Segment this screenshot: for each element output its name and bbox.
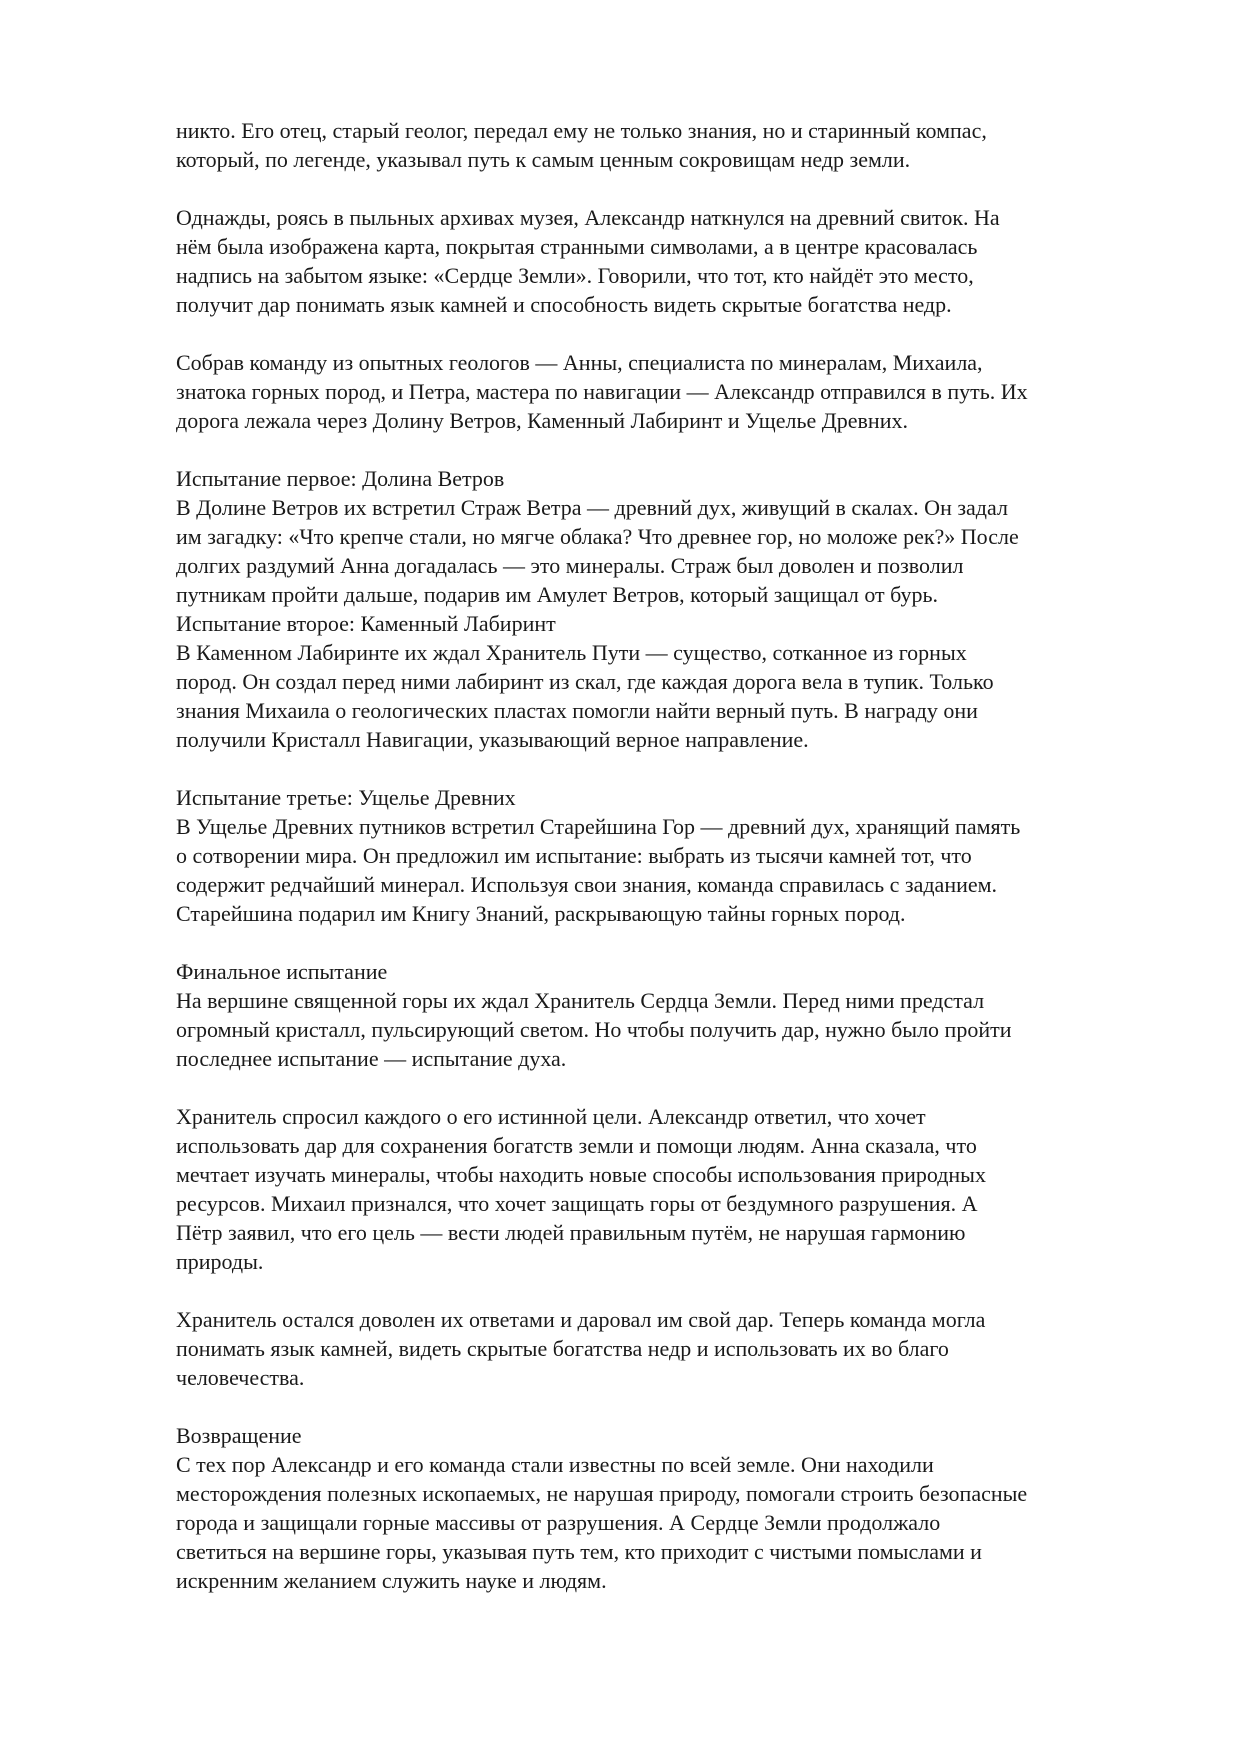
text-line: В Каменном Лабиринте их ждал Хранитель Пути — существо, сотканное из горных — [176, 640, 967, 665]
paragraph-goals — [176, 1102, 1176, 1276]
text-line: путникам пройти дальше, подарив им Амулет Ветров, который защищал от бурь. — [176, 582, 939, 607]
section-final-trial — [176, 957, 1176, 1073]
text-line: содержит редчайший минерал. Используя свои знания, команда справилась с заданием. — [176, 872, 998, 897]
text-line: Старейшина подарил им Книгу Знаний, раскрывающую тайны горных пород. — [176, 901, 906, 926]
text-line: получили Кристалл Навигации, указывающий верное направление. — [176, 727, 809, 752]
text-line: последнее испытание — испытание духа. — [176, 1046, 567, 1071]
text-line: светиться на вершине горы, указывая путь тем, кто приходит с чистыми помыслами и — [176, 1539, 982, 1564]
text-line: использовать дар для сохранения богатств земли и помощи людям. Анна сказала, что — [176, 1133, 977, 1158]
paragraph-intro-continuation — [176, 116, 1176, 174]
section-return — [176, 1421, 1176, 1595]
text-line: Собрав команду из опытных геологов — Анны, специалиста по минералам, Михаила, — [176, 350, 983, 375]
section-trial-three — [176, 783, 1176, 928]
text-line: пород. Он создал перед ними лабиринт из скал, где каждая дорога вела в тупик. Только — [176, 669, 994, 694]
section-heading: Испытание второе: Каменный Лабиринт — [176, 611, 556, 636]
text-line: Хранитель спросил каждого о его истинной цели. Александр ответил, что хочет — [176, 1104, 926, 1129]
text-line: знания Михаила о геологических пластах помогли найти верный путь. В награду они — [176, 698, 978, 723]
section-trials-one-two — [176, 464, 1176, 754]
text-line: Хранитель остался доволен их ответами и даровал им свой дар. Теперь команда могла — [176, 1307, 986, 1332]
text-line: человечества. — [176, 1365, 305, 1390]
paragraph-ancient-scroll — [176, 203, 1176, 319]
section-heading: Финальное испытание — [176, 959, 388, 984]
text-line: нём была изображена карта, покрытая странными символами, а в центре красовалась — [176, 234, 978, 259]
text-line: города и защищали горные массивы от разрушения. А Сердце Земли продолжало — [176, 1510, 941, 1535]
text-line: ресурсов. Михаил признался, что хочет защищать горы от бездумного разрушения. А — [176, 1191, 978, 1216]
text-line: огромный кристалл, пульсирующий светом. Но чтобы получить дар, нужно было пройти — [176, 1017, 1012, 1042]
document-page — [176, 116, 1176, 1595]
text-line: В Долине Ветров их встретил Страж Ветра — древний дух, живущий в скалах. Он задал — [176, 495, 1008, 520]
text-line: получит дар понимать язык камней и способность видеть скрытые богатства недр. — [176, 292, 952, 317]
text-line: С тех пор Александр и его команда стали известны по всей земле. Они находили — [176, 1452, 934, 1477]
text-line: Однажды, роясь в пыльных архивах музея, Александр наткнулся на древний свиток. На — [176, 205, 1000, 230]
text-line: надпись на забытом языке: «Сердце Земли». Говорили, что тот, кто найдёт это место, — [176, 263, 974, 288]
section-heading: Возвращение — [176, 1423, 302, 1448]
text-line: природы. — [176, 1249, 264, 1274]
text-line: Пётр заявил, что его цель — вести людей правильным путём, не нарушая гармонию — [176, 1220, 966, 1245]
text-line: долгих раздумий Анна догадалась — это минералы. Страж был доволен и позволил — [176, 553, 964, 578]
text-line: искренним желанием служить науке и людям. — [176, 1568, 607, 1593]
text-line: никто. Его отец, старый геолог, передал ему не только знания, но и старинный компас, — [176, 118, 987, 143]
text-line: знатока горных пород, и Петра, мастера по навигации — Александр отправился в путь. Их — [176, 379, 1028, 404]
text-line: дорога лежала через Долину Ветров, Каменный Лабиринт и Ущелье Древних. — [176, 408, 908, 433]
paragraph-gift — [176, 1305, 1176, 1392]
text-line: месторождения полезных ископаемых, не нарушая природу, помогали строить безопасные — [176, 1481, 1028, 1506]
text-line: На вершине священной горы их ждал Хранитель Сердца Земли. Перед ними предстал — [176, 988, 985, 1013]
text-line: В Ущелье Древних путников встретил Старейшина Гор — древний дух, хранящий память — [176, 814, 1021, 839]
section-heading: Испытание третье: Ущелье Древних — [176, 785, 516, 810]
text-line: о сотворении мира. Он предложил им испытание: выбрать из тысячи камней тот, что — [176, 843, 972, 868]
text-line: им загадку: «Что крепче стали, но мягче облака? Что древнее гор, но моложе рек?» После — [176, 524, 1019, 549]
text-line: понимать язык камней, видеть скрытые богатства недр и использовать их во благо — [176, 1336, 949, 1361]
text-line: который, по легенде, указывал путь к самым ценным сокровищам недр земли. — [176, 147, 911, 172]
section-heading: Испытание первое: Долина Ветров — [176, 466, 505, 491]
paragraph-team — [176, 348, 1176, 435]
text-line: мечтает изучать минералы, чтобы находить новые способы использования природных — [176, 1162, 986, 1187]
